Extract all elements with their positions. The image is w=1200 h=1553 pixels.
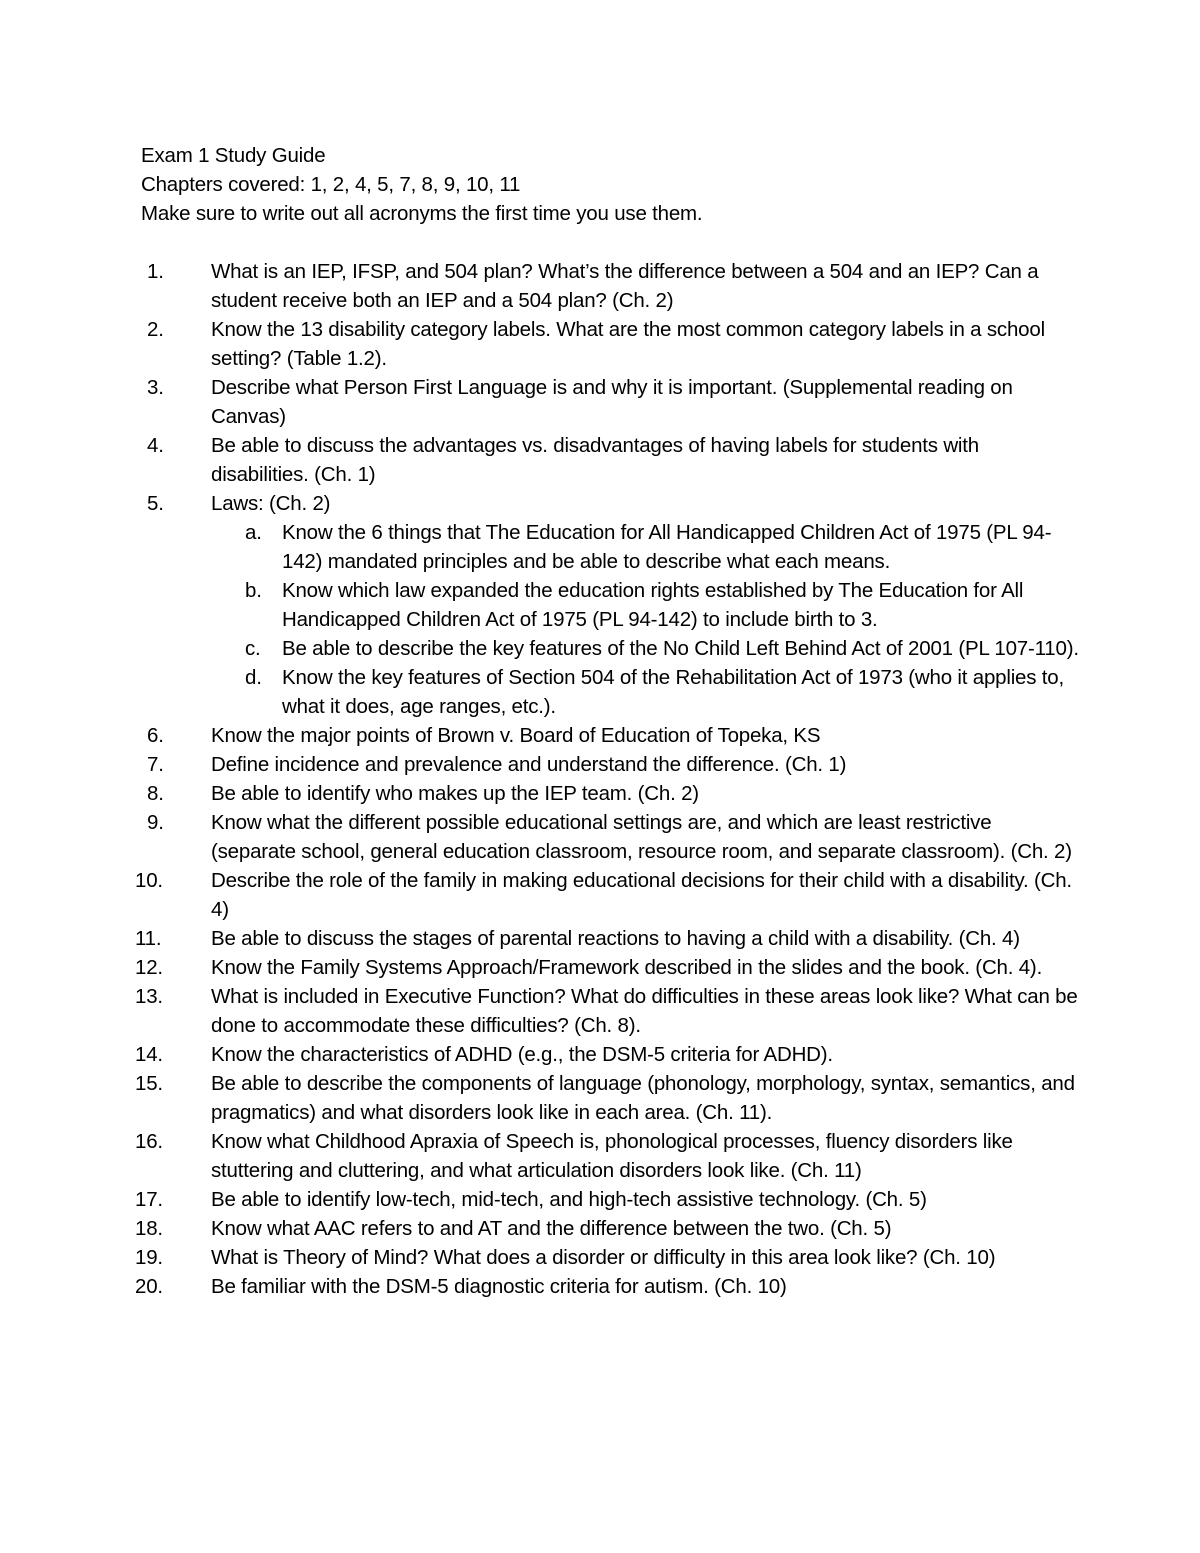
list-number: 12.	[135, 956, 163, 979]
list-number: 5.	[147, 492, 164, 515]
list-item	[135, 1185, 1081, 1214]
list-number: 17.	[135, 1188, 163, 1211]
laws-sublist	[141, 518, 1081, 721]
list-number: 15.	[135, 1072, 163, 1095]
list-number: 13.	[135, 985, 163, 1008]
list-text: Know the major points of Brown v. Board of Education of Topeka, KS	[211, 724, 821, 747]
list-number: 19.	[135, 1246, 163, 1269]
list-number: 4.	[147, 434, 164, 457]
list-text: Laws: (Ch. 2)	[211, 492, 331, 515]
list-text: Know what AAC refers to and AT and the difference between the two. (Ch. 5)	[211, 1217, 892, 1240]
list-text: Be able to identify low-tech, mid-tech, and high-tech assistive technology. (Ch. 5)	[211, 1188, 927, 1211]
list-item	[135, 1243, 1081, 1272]
chapters-covered: Chapters covered: 1, 2, 4, 5, 7, 8, 9, 10, 11	[141, 173, 521, 196]
list-text: What is included in Executive Function? What do difficulties in these areas look like? What can be done to accommodate these difficulties? (Ch. 8).	[211, 985, 1078, 1037]
list-item	[135, 1214, 1081, 1243]
list-text: Know the Family Systems Approach/Framework described in the slides and the book. (Ch. 4).	[211, 956, 1043, 979]
sublist-item	[141, 634, 1081, 663]
sublist-item	[141, 518, 1081, 576]
acronym-instruction: Make sure to write out all acronyms the first time you use them.	[141, 202, 703, 225]
list-text: Describe what Person First Language is and why it is important. (Supplemental reading on Canvas)	[211, 376, 1013, 428]
list-number: 16.	[135, 1130, 163, 1153]
list-item	[141, 431, 1081, 489]
list-number: 3.	[147, 376, 164, 399]
list-item	[135, 1127, 1081, 1185]
list-item	[135, 1272, 1081, 1301]
list-number: 14.	[135, 1043, 163, 1066]
sublist-item	[141, 663, 1081, 721]
list-number: 9.	[147, 811, 164, 834]
list-text: Know the 13 disability category labels. What are the most common category labels in a school setting? (Table 1.2).	[211, 318, 1045, 370]
sublist-text: Know the 6 things that The Education for All Handicapped Children Act of 1975 (PL 94-142) mandated principles and be able to describe what each means.	[282, 521, 1052, 573]
list-number: 8.	[147, 782, 164, 805]
list-item	[141, 750, 1081, 779]
list-text: Be able to describe the components of language (phonology, morphology, syntax, semantics, and pragmatics) and what disorders look like in each area. (Ch. 11).	[211, 1072, 1075, 1124]
list-text: Define incidence and prevalence and understand the difference. (Ch. 1)	[211, 753, 847, 776]
list-text: Be able to discuss the stages of parental reactions to having a child with a disability. (Ch. 4)	[211, 927, 1020, 950]
list-item	[141, 808, 1081, 866]
sublist-letter: a.	[245, 521, 262, 544]
sublist-letter: b.	[245, 579, 262, 602]
list-item	[135, 866, 1081, 924]
document-content	[135, 141, 1081, 1301]
list-text: Be familiar with the DSM-5 diagnostic criteria for autism. (Ch. 10)	[211, 1275, 787, 1298]
list-item	[141, 489, 1081, 518]
list-number: 2.	[147, 318, 164, 341]
list-item	[141, 721, 1081, 750]
blank-line	[141, 228, 1081, 257]
sublist-text: Be able to describe the key features of the No Child Left Behind Act of 2001 (PL 107-110).	[282, 637, 1079, 660]
list-text: Know what the different possible educational settings are, and which are least restrictive (separate school, general education classroom, resource room, and separate classroom). (Ch. 2)	[211, 811, 1072, 863]
list-number: 7.	[147, 753, 164, 776]
list-text: What is Theory of Mind? What does a disorder or difficulty in this area look like? (Ch. 10)	[211, 1246, 996, 1269]
sublist-letter: c.	[245, 637, 261, 660]
list-text: Be able to discuss the advantages vs. disadvantages of having labels for students with disabilities. (Ch. 1)	[211, 434, 979, 486]
sublist-item	[141, 576, 1081, 634]
list-number: 11.	[135, 927, 162, 950]
list-text: Know the characteristics of ADHD (e.g., the DSM-5 criteria for ADHD).	[211, 1043, 833, 1066]
list-item	[141, 257, 1081, 315]
list-item	[135, 982, 1081, 1040]
list-text: Describe the role of the family in making educational decisions for their child with a disability. (Ch. 4)	[211, 869, 1072, 921]
list-item	[141, 373, 1081, 431]
list-number: 20.	[135, 1275, 163, 1298]
list-number: 1.	[147, 260, 164, 283]
sublist-text: Know which law expanded the education rights established by The Education for All Handicapped Children Act of 1975 (PL 94-142) to include birth to 3.	[282, 579, 1024, 631]
list-number: 6.	[147, 724, 164, 747]
list-number: 10.	[135, 869, 163, 892]
list-text: What is an IEP, IFSP, and 504 plan? What’s the difference between a 504 and an IEP? Can a student receive both an IEP and a 504 plan? (Ch. 2)	[211, 260, 1039, 312]
list-text: Be able to identify who makes up the IEP team. (Ch. 2)	[211, 782, 699, 805]
sublist-letter: d.	[245, 666, 262, 689]
document-title: Exam 1 Study Guide	[141, 144, 326, 167]
list-item	[141, 779, 1081, 808]
list-item	[135, 1069, 1081, 1127]
list-text: Know what Childhood Apraxia of Speech is, phonological processes, fluency disorders like stuttering and cluttering, and what articulation disorders look like. (Ch. 11)	[211, 1130, 1013, 1182]
list-item	[135, 924, 1081, 953]
list-item	[135, 953, 1081, 982]
list-number: 18.	[135, 1217, 163, 1240]
sublist-text: Know the key features of Section 504 of the Rehabilitation Act of 1973 (who it applies to, what it does, age ranges, etc.).	[282, 666, 1065, 718]
list-item	[135, 1040, 1081, 1069]
study-list	[135, 257, 1081, 1301]
list-item	[141, 315, 1081, 373]
